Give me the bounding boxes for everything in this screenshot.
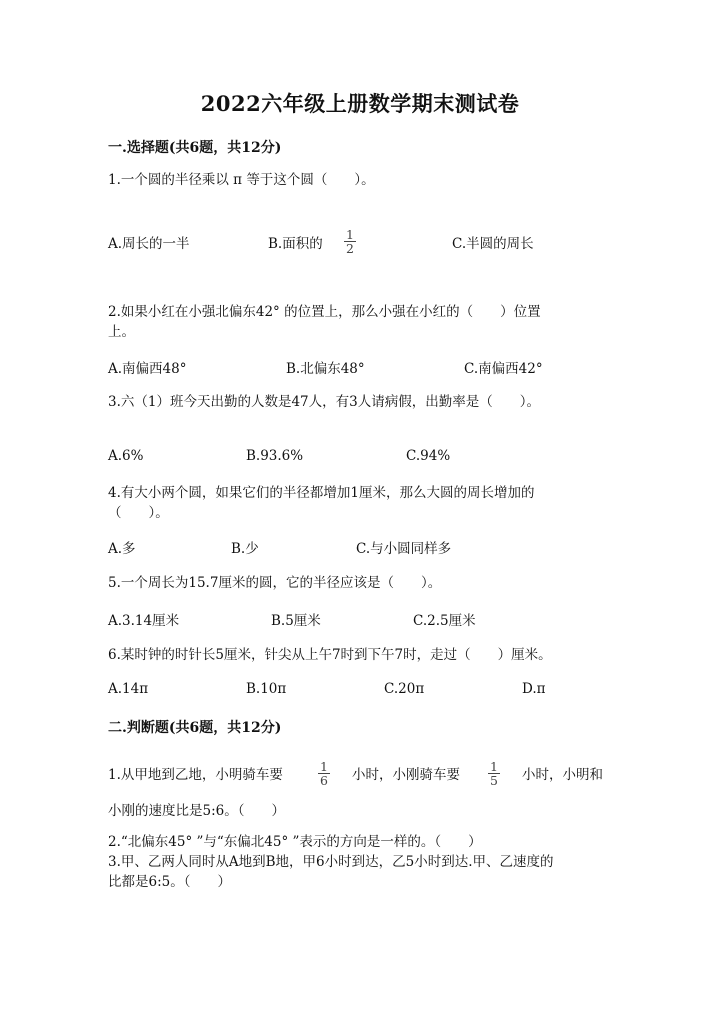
judge-1-part3: 小时，小明和 — [522, 767, 603, 783]
fraction-denominator: 6 — [320, 773, 328, 788]
question-1-fraction — [344, 228, 356, 255]
question-5-stem: 5.一个周长为15.7厘米的圆，它的半径应该是（ ）。 — [108, 575, 442, 591]
question-5-option-c: C.2.5厘米 — [413, 613, 476, 629]
question-6-option-c: C.20π — [384, 681, 425, 697]
judge-1-part1: 1.从甲地到乙地，小明骑车要 — [108, 767, 283, 783]
question-4-stem-line2: （ ）。 — [108, 505, 169, 521]
section-heading-choice: 一.选择题(共6题，共12分) — [108, 140, 282, 156]
question-1-option-b: B.面积的 — [268, 236, 323, 252]
fraction-numerator: 1 — [346, 227, 354, 242]
judge-1-fraction-2 — [488, 760, 500, 787]
question-3-option-b: B.93.6% — [246, 448, 304, 464]
fraction-numerator: 1 — [320, 759, 328, 774]
question-4-option-a: A.多 — [108, 541, 136, 557]
judge-3-stem-line2: 比都是6:5。（ ） — [108, 874, 231, 890]
question-2-stem-line1: 2.如果小红在小强北偏东42° 的位置上，那么小强在小红的（ ）位置 — [108, 304, 541, 320]
question-1-stem: 1.一个圆的半径乘以 π 等于这个圆（ ）。 — [108, 172, 375, 188]
question-4-option-b: B.少 — [231, 541, 259, 557]
question-1-option-c: C.半圆的周长 — [452, 236, 534, 252]
judge-1-fraction-1 — [318, 760, 330, 787]
question-3-option-c: C.94% — [406, 448, 451, 464]
judge-1-line2: 小刚的速度比是5:6。（ ） — [108, 803, 285, 819]
question-5-option-a: A.3.14厘米 — [108, 613, 180, 629]
judge-1-part2: 小时，小刚骑车要 — [352, 767, 460, 783]
fraction-denominator: 5 — [490, 773, 498, 788]
question-6-option-d: D.π — [522, 681, 546, 697]
fraction-numerator: 1 — [490, 759, 498, 774]
question-2-option-b: B.北偏东48° — [286, 361, 365, 377]
question-3-option-a: A.6% — [108, 448, 144, 464]
question-4-option-c: C.与小圆同样多 — [356, 541, 452, 557]
question-6-option-a: A.14π — [108, 681, 149, 697]
question-6-option-b: B.10π — [246, 681, 287, 697]
question-1-option-a: A.周长的一半 — [108, 236, 190, 252]
question-2-option-c: C.南偏西42° — [464, 361, 543, 377]
question-3-stem: 3.六（1）班今天出勤的人数是47人，有3人请病假，出勤率是（ ）。 — [108, 394, 540, 410]
question-2-option-a: A.南偏西48° — [108, 361, 187, 377]
page-title: 2022六年级上册数学期末测试卷 — [200, 91, 520, 116]
question-2-stem-line2: 上。 — [108, 324, 135, 340]
fraction-denominator: 2 — [346, 241, 354, 256]
question-6-stem: 6.某时钟的时针长5厘米，针尖从上午7时到下午7时，走过（ ）厘米。 — [108, 647, 552, 663]
judge-3-stem-line1: 3.甲、乙两人同时从A地到B地，甲6小时到达，乙5小时到达.甲、乙速度的 — [108, 854, 554, 870]
section-heading-judge: 二.判断题(共6题，共12分) — [108, 720, 282, 736]
question-4-stem-line1: 4.有大小两个圆，如果它们的半径都增加1厘米，那么大圆的周长增加的 — [108, 485, 535, 501]
question-5-option-b: B.5厘米 — [271, 613, 321, 629]
judge-2-stem: 2.“北偏东45° ”与“东偏北45° ”表示的方向是一样的。（ ） — [108, 834, 482, 850]
